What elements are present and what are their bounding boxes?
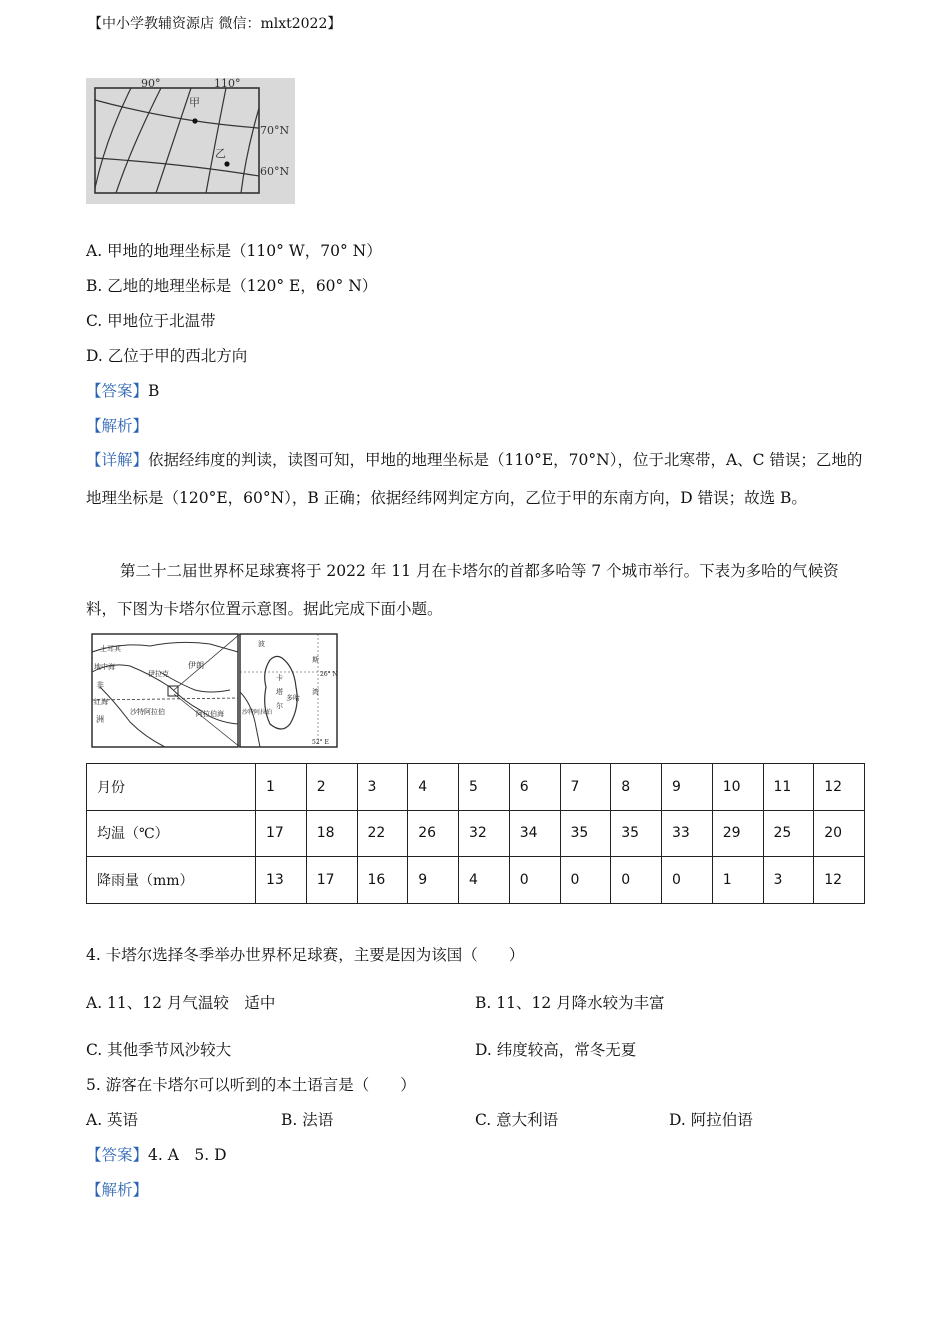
table-cell: 17 [256, 810, 307, 857]
label-wan: 湾 [312, 688, 319, 696]
label-lat-26: 26° N [320, 671, 338, 678]
label-mediterranean: 地中海 [94, 663, 115, 671]
label-ka: 卡 [276, 674, 283, 682]
q3-option-b: B. 乙地的地理坐标是（120° E，60° N） [86, 277, 378, 295]
q5-option-b: B. 法语 [281, 1111, 334, 1129]
lon-label-90: 90° [141, 78, 161, 90]
table-row [87, 857, 865, 904]
row-header-temp: 均温（℃） [87, 810, 256, 857]
table-cell: 26 [408, 810, 459, 857]
row-header-rain: 降雨量（mm） [87, 857, 256, 904]
answer-tag-45: 【答案】 [86, 1146, 149, 1164]
q3-option-c: C. 甲地位于北温带 [86, 312, 216, 330]
row-header-month: 月份 [87, 764, 256, 811]
table-cell: 8 [611, 764, 662, 811]
label-iran: 伊朗 [188, 661, 204, 670]
qatar-location-map [90, 632, 340, 750]
lon-label-110: 110° [214, 78, 241, 90]
q4-stem: 4. 卡塔尔选择冬季举办世界杯足球赛，主要是因为该国（ ） [86, 946, 525, 964]
table-cell: 20 [814, 810, 865, 857]
lat-label-70: 70°N [260, 124, 290, 137]
lat-label-60: 60°N [260, 165, 290, 178]
label-bo: 波 [258, 640, 265, 648]
table-cell: 3 [357, 764, 408, 811]
watermark-header: 【中小学教辅资源店 微信：mlxt2022】 [88, 16, 342, 32]
table-cell: 1 [712, 857, 763, 904]
label-doha: 多哈 [286, 694, 300, 702]
table-cell: 5 [459, 764, 510, 811]
intro-paragraph: 第二十二届世界杯足球赛将于 2022 年 11 月在卡塔尔的首都多哈等 7 个城市举行。下表为多哈的气候资料，下图为卡塔尔位置示意图。据此完成下面小题。 [86, 562, 839, 618]
q3-option-a: A. 甲地的地理坐标是（110° W，70° N） [86, 242, 382, 260]
table-cell: 1 [256, 764, 307, 811]
table-cell: 16 [357, 857, 408, 904]
answer-tag: 【答案】 [86, 382, 149, 400]
table-cell: 4 [408, 764, 459, 811]
label-saudi-left: 沙特阿拉伯 [130, 708, 165, 716]
table-row [87, 764, 865, 811]
label-turkey: 土耳其 [100, 645, 121, 653]
analysis-tag-45: 【解析】 [86, 1181, 149, 1199]
detail-text: 依据经纬度的判读，读图可知，甲地的地理坐标是（110°E，70°N），位于北寒带，A、C 错误；乙地的地理坐标是（120°E，60°N），B 正确；依据经纬网判定方向，乙位于甲的东南方向，D 错误；故选 B。 [86, 451, 863, 507]
table-cell: 0 [560, 857, 611, 904]
table-cell: 35 [611, 810, 662, 857]
point-yi-label: 乙 [215, 147, 226, 160]
table-row [87, 810, 865, 857]
table-cell: 33 [662, 810, 713, 857]
label-iraq: 伊拉克 [148, 670, 169, 678]
table-cell: 22 [357, 810, 408, 857]
q5-stem: 5. 游客在卡塔尔可以听到的本土语言是（ ） [86, 1076, 416, 1094]
table-cell: 13 [256, 857, 307, 904]
table-cell: 9 [408, 857, 459, 904]
table-cell: 29 [712, 810, 763, 857]
table-cell: 18 [306, 810, 357, 857]
table-cell: 34 [509, 810, 560, 857]
table-cell: 9 [662, 764, 713, 811]
answer-line [86, 381, 159, 401]
graticule-figure [86, 78, 295, 204]
label-saudi-right: 沙特阿拉伯 [242, 709, 273, 716]
point-jia-label: 甲 [189, 96, 200, 109]
table-cell: 25 [763, 810, 814, 857]
detail-tag: 【详解】 [86, 451, 149, 469]
label-arabian-sea: 阿拉伯海 [196, 710, 224, 718]
table-cell: 12 [814, 764, 865, 811]
q4-option-d: D. 纬度较高，常冬无夏 [475, 1041, 637, 1059]
label-red-sea: 红海 [94, 698, 108, 706]
table-cell: 0 [611, 857, 662, 904]
q5-option-d: D. 阿拉伯语 [669, 1111, 753, 1129]
table-cell: 35 [560, 810, 611, 857]
answer-text-45: 4. A 5. D [148, 1146, 227, 1164]
answer-text: B [148, 382, 160, 400]
analysis-tag: 【解析】 [86, 417, 149, 435]
q5-option-c: C. 意大利语 [475, 1111, 559, 1129]
q4-option-a: A. 11、12 月气温较 适中 [86, 994, 276, 1012]
detail-paragraph [86, 441, 864, 517]
label-africa: 非 [96, 681, 104, 690]
table-cell: 0 [662, 857, 713, 904]
table-cell: 12 [814, 857, 865, 904]
q4-option-c: C. 其他季节风沙较大 [86, 1041, 232, 1059]
table-cell: 0 [509, 857, 560, 904]
table-cell: 17 [306, 857, 357, 904]
label-lon-52: 52° E [312, 739, 329, 746]
label-er: 尔 [276, 702, 283, 710]
q3-option-d: D. 乙位于甲的西北方向 [86, 347, 248, 365]
label-continent: 洲 [96, 715, 104, 724]
answer-line-45 [86, 1145, 227, 1165]
table-cell: 32 [459, 810, 510, 857]
table-cell: 7 [560, 764, 611, 811]
table-cell: 2 [306, 764, 357, 811]
table-cell: 4 [459, 857, 510, 904]
climate-table [86, 763, 865, 904]
table-cell: 3 [763, 857, 814, 904]
table-cell: 6 [509, 764, 560, 811]
table-cell: 10 [712, 764, 763, 811]
q4-option-b: B. 11、12 月降水较为丰富 [475, 994, 665, 1012]
label-ta: 塔 [276, 688, 283, 696]
table-cell: 11 [763, 764, 814, 811]
label-si: 斯 [312, 656, 319, 664]
q5-option-a: A. 英语 [86, 1111, 139, 1129]
